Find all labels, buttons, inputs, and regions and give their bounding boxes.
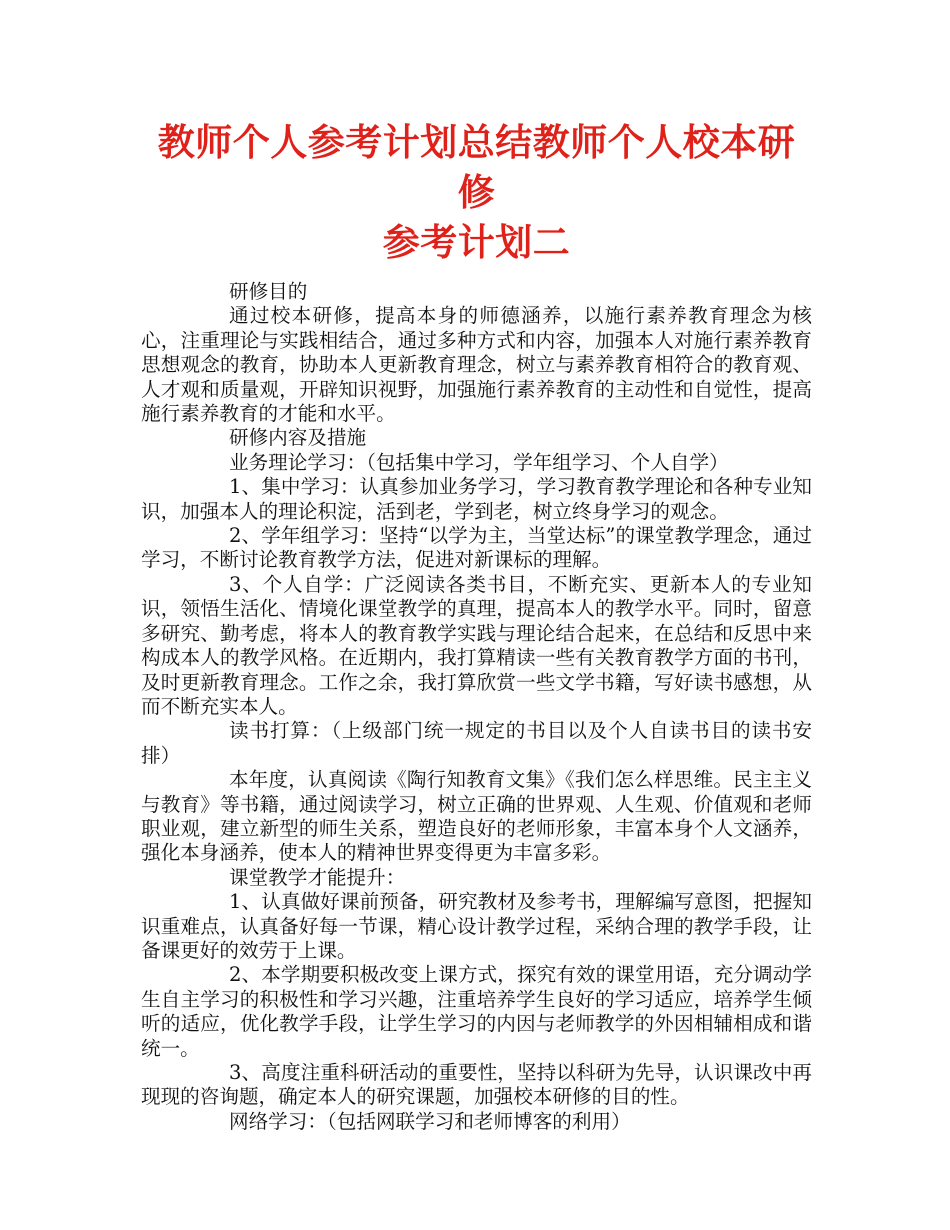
paragraph-reading: 本年度，认真阅读《陶行知教育文集》《我们怎么样思维。民主主义与教育》等书籍，通过阅读学习，树立正确的世界观、人生观、价值观和老师职业观，建立新型的师生关系，塑造良好的老师形象，丰富本身个人文涵养，强化本身涵养，使本人的精神世界变得更为丰富多彩。: [141, 768, 812, 865]
paragraph-grade-study: 2、学年组学习：坚持“以学为主，当堂达标”的课堂教学理念，通过学习，不断讨论教育教学方法，促进对新课标的理解。: [141, 524, 812, 572]
paragraph-goal: 通过校本研修，提高本身的师德涵养，以施行素养教育理念为核心，注重理论与实践相结合，通过多种方式和内容，加强本人对施行素养教育思想观念的教育，协助本人更新教育理念，树立与素养教育相符合的教育观、人才观和质量观，开辟知识视野，加强施行素养教育的主动性和自觉性，提高施行素养教育的才能和水平。: [141, 304, 812, 426]
section-heading-content: 研修内容及措施: [229, 426, 367, 450]
paragraph-self-study: 3、个人自学：广泛阅读各类书目，不断充实、更新本人的专业知识，领悟生活化、情境化课堂教学的真理，提高本人的教学水平。同时，留意多研究、勤考虑，将本人的教育教学实践与理论结合起来，在总结和反思中来构成本人的教学风格。在近期内，我打算精读一些有关教育教学方面的书刊，及时更新教育理念。工作之余，我打算欣赏一些文学书籍，写好读书感想，从而不断充实本人。: [141, 572, 812, 718]
document-title: [141, 118, 812, 268]
subheading-teaching-skills: 课堂教学才能提升：: [229, 865, 406, 889]
section-heading-goal: 研修目的: [229, 280, 308, 303]
subheading-theory-study: 业务理论学习：（包括集中学习，学年组学习、个人自学）: [229, 450, 729, 474]
title-line-2: 参考计划二: [382, 221, 571, 264]
document-body: [141, 280, 812, 1134]
paragraph-group-study: 1、集中学习：认真参加业务学习，学习教育教学理论和各种专业知识，加强本人的理论积淀，活到老，学到老，树立终身学习的观念。: [141, 475, 812, 523]
paragraph-lesson-prep: 1、认真做好课前预备，研究教材及参考书，理解编写意图，把握知识重难点，认真备好每一节课，精心设计教学过程，采纳合理的教学手段，让备课更好的效劳于上课。: [141, 890, 812, 962]
subheading-reading-plan: 读书打算：（上级部门统一规定的书目以及个人自读书目的读书安排）: [141, 719, 812, 767]
paragraph-research: 3、高度注重科研活动的重要性，坚持以科研为先导，认识课改中再现现的咨询题，确定本人的研究课题，加强校本研修的目的性。: [141, 1061, 812, 1109]
paragraph-teaching-method: 2、本学期要积极改变上课方式，探究有效的课堂用语，充分调动学生自主学习的积极性和学习兴趣，注重培养学生良好的学习适应，培养学生倾听的适应，优化教学手段，让学生学习的内因与老师教学的外因相辅相成和谐统一。: [141, 963, 812, 1060]
title-line-1: 教师个人参考计划总结教师个人校本研修: [157, 121, 796, 214]
subheading-online-learning: 网络学习：（包括网联学习和老师博客的利用）: [229, 1109, 631, 1133]
